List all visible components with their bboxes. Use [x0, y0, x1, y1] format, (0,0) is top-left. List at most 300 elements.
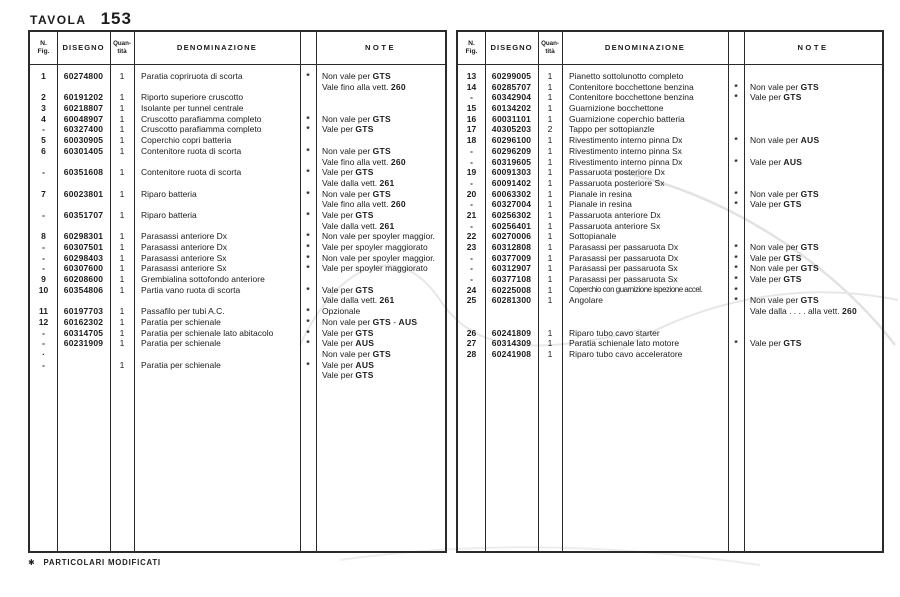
ast-cell — [300, 178, 316, 189]
ast-cell — [728, 231, 744, 242]
qty-cell: 1 — [547, 113, 553, 124]
qty-cell — [110, 349, 134, 360]
ast-cell: * — [306, 71, 310, 81]
note-cell: Non vale per GTS — [750, 81, 819, 92]
dis-cell: 60241908 — [491, 348, 532, 359]
note-cell: Vale per GTS — [750, 274, 802, 285]
fig-cell: 17 — [466, 124, 477, 135]
table-row — [30, 242, 445, 253]
ast-cell — [728, 221, 744, 232]
table-row — [30, 221, 445, 232]
ast-cell — [728, 306, 744, 317]
note-cell: Vale dalla vett. 261 — [322, 295, 395, 306]
table-header-row — [458, 32, 882, 65]
note-cell: Vale per GTS — [322, 209, 374, 220]
qty-cell: 1 — [119, 103, 125, 114]
qty-cell: 1 — [547, 177, 553, 188]
table-body-right — [458, 65, 882, 360]
ast-cell: * — [734, 188, 738, 199]
fig-cell: - — [42, 252, 45, 263]
fig-cell: - — [470, 156, 473, 167]
note-cell: Non vale per GTS — [750, 188, 819, 199]
den-cell: Guarnizione coperchio batteria — [569, 113, 685, 124]
den-cell: Paratia per schienale — [141, 316, 221, 327]
qty-cell: 1 — [119, 306, 125, 317]
qty-cell: 1 — [119, 327, 125, 338]
dis-cell: 60274800 — [63, 71, 104, 81]
tavola-number: 153 — [100, 9, 132, 28]
qty-cell: 1 — [119, 242, 125, 252]
qty-cell — [110, 370, 134, 381]
qty-cell: 1 — [119, 188, 125, 199]
qty-cell: 1 — [547, 274, 553, 285]
note-cell: Vale per GTS — [322, 370, 374, 381]
dis-cell: 60134202 — [491, 103, 532, 114]
table-row — [30, 157, 445, 168]
note-cell: Non vale per GTS — [322, 188, 391, 199]
ast-cell — [728, 317, 744, 328]
note-cell: Non vale per GTS - AUS — [322, 316, 418, 327]
qty-cell: 1 — [547, 71, 553, 81]
den-cell — [134, 349, 300, 360]
qty-cell: 1 — [119, 316, 125, 327]
qty-cell: 1 — [547, 145, 553, 156]
fig-cell: - — [470, 274, 473, 285]
den-cell — [134, 178, 300, 189]
fig-cell: - — [42, 263, 45, 274]
note-cell: Non vale per spoyler maggior. — [322, 252, 435, 263]
den-cell: Contenitore bocchettone benzina — [569, 92, 694, 103]
ast-cell — [300, 274, 316, 285]
tavola-label: TAVOLA — [30, 13, 87, 27]
ast-cell — [300, 157, 316, 168]
note-cell — [744, 146, 882, 157]
ast-cell — [300, 135, 316, 146]
fig-cell: 19 — [466, 167, 477, 178]
qty-cell — [110, 221, 134, 232]
qty-cell — [110, 157, 134, 168]
fig-cell: - — [470, 199, 473, 210]
table-row — [458, 178, 882, 189]
table-row — [458, 124, 882, 135]
table-row — [458, 328, 882, 339]
ast-cell — [728, 328, 744, 339]
den-cell: Paratia per schienale — [141, 338, 221, 349]
fig-cell: - — [470, 263, 473, 274]
header-note: NOTE — [797, 43, 829, 52]
dis-cell: 60218807 — [63, 103, 104, 114]
note-cell: Vale per GTS — [750, 92, 802, 103]
dis-cell: 60285707 — [491, 81, 532, 92]
den-cell — [134, 295, 300, 306]
ast-cell: * — [306, 359, 310, 370]
note-cell: Vale fino alla vett. 260 — [322, 156, 406, 167]
den-cell — [134, 157, 300, 168]
modified-parts-footnote — [28, 558, 161, 567]
ast-cell — [300, 199, 316, 210]
dis-cell: 60162302 — [63, 316, 104, 327]
note-cell — [744, 210, 882, 221]
note-cell — [744, 285, 882, 296]
qty-cell: 1 — [547, 242, 553, 252]
dis-cell: 60023801 — [63, 188, 104, 199]
dis-cell — [57, 370, 110, 381]
ast-cell: * — [734, 242, 738, 252]
fig-cell — [30, 157, 57, 168]
table-row — [30, 103, 445, 114]
header-disegno: DISEGNO — [490, 43, 533, 52]
table-row — [30, 295, 445, 306]
table-row — [458, 231, 882, 242]
den-cell: Sottopianale — [569, 231, 617, 242]
ast-cell: * — [734, 252, 738, 263]
den-cell: Pianetto sottolunotto completo — [569, 71, 684, 81]
den-cell: Parasassi per passaruota Dx — [569, 252, 679, 263]
ast-cell — [728, 103, 744, 114]
den-cell: Parasassi anteriore Dx — [141, 231, 227, 242]
header-note: NOTE — [364, 43, 397, 52]
qty-cell: 1 — [119, 167, 125, 178]
fig-cell: 26 — [466, 327, 477, 338]
header-denominazione: DENOMINAZIONE — [604, 43, 686, 52]
dis-cell: 60307600 — [63, 263, 104, 274]
ast-cell: * — [734, 338, 738, 349]
den-cell: Rivestimento interno pinna Dx — [569, 156, 683, 167]
den-cell: Rivestimento interno pinna Sx — [569, 145, 682, 156]
header-disegno: DISEGNO — [62, 43, 105, 52]
note-cell: Vale per GTS — [750, 199, 802, 210]
note-cell: Vale per AUS — [322, 359, 375, 370]
den-cell: Passaruota anteriore Dx — [569, 209, 661, 220]
dis-cell: 60091402 — [491, 177, 532, 188]
ast-cell: * — [306, 124, 310, 135]
dis-cell: 60225008 — [491, 284, 532, 295]
ast-cell — [728, 114, 744, 125]
dis-cell: 60351707 — [63, 209, 104, 220]
dis-cell: 60298403 — [63, 252, 104, 263]
dis-cell: 60296100 — [491, 135, 532, 146]
qty-cell — [110, 82, 134, 93]
dis-cell: 60377108 — [491, 274, 532, 285]
table-row — [30, 370, 445, 381]
den-cell: Contenitore bocchettone benzina — [569, 81, 694, 92]
table-row — [30, 199, 445, 210]
table-row — [458, 295, 882, 306]
table-row — [30, 360, 445, 371]
table-row — [30, 210, 445, 221]
den-cell: Guarnizione bocchettone — [569, 103, 664, 114]
dis-cell: 60307501 — [63, 242, 104, 252]
fig-cell: 5 — [41, 135, 46, 146]
header-fig: N. Fig. — [465, 40, 478, 55]
note-cell: Vale per GTS — [322, 124, 374, 135]
fig-cell: - — [42, 359, 45, 370]
note-cell — [316, 135, 445, 146]
note-cell: Non vale per GTS — [750, 295, 819, 306]
dis-cell: 60030905 — [63, 135, 104, 146]
qty-cell: 2 — [547, 124, 553, 135]
fig-cell: 28 — [466, 348, 477, 359]
fig-cell: - — [42, 124, 45, 135]
qty-cell: 1 — [119, 252, 125, 263]
dis-cell: 60091303 — [491, 167, 532, 178]
den-cell: Rivestimento interno pinna Dx — [569, 135, 683, 146]
dis-cell — [57, 349, 110, 360]
table-row — [458, 199, 882, 210]
table-row — [458, 306, 882, 317]
den-cell: Cruscotto parafiamma completo — [141, 113, 262, 124]
table-row — [458, 349, 882, 360]
note-cell: Vale per GTS — [750, 338, 802, 349]
ast-cell — [300, 295, 316, 306]
note-cell: Vale per AUS — [750, 156, 803, 167]
qty-cell: 1 — [119, 124, 125, 135]
table-row — [458, 82, 882, 93]
ast-cell: * — [306, 284, 310, 295]
parts-table-right — [456, 30, 884, 553]
den-cell: Tappo per sottopianzle — [569, 124, 655, 135]
table-row — [458, 210, 882, 221]
dis-cell — [57, 360, 110, 371]
den-cell: Angolare — [569, 295, 604, 306]
note-cell: Vale fino alla vett. 260 — [322, 199, 406, 210]
table-row — [30, 82, 445, 93]
qty-cell: 1 — [547, 284, 553, 295]
table-row — [458, 114, 882, 125]
note-cell — [744, 317, 882, 328]
qty-cell: 1 — [547, 199, 553, 210]
ast-cell: * — [306, 209, 310, 220]
fig-cell: - — [470, 177, 473, 188]
den-cell: Paratia per schienale lato abitacolo — [141, 327, 274, 338]
table-header-row — [30, 32, 445, 65]
qty-cell — [110, 199, 134, 210]
table-row — [30, 135, 445, 146]
fig-cell: 14 — [466, 81, 477, 92]
fig-cell: · — [42, 348, 45, 359]
note-cell — [744, 124, 882, 135]
note-cell: Vale per spoyler maggiorato — [322, 263, 428, 274]
fig-cell: - — [42, 242, 45, 252]
qty-cell: 1 — [547, 220, 553, 231]
table-row — [30, 189, 445, 200]
dis-cell: 60319605 — [491, 156, 532, 167]
table-row — [458, 189, 882, 200]
dis-cell: 60351608 — [63, 167, 104, 178]
fig-cell: 4 — [41, 113, 46, 124]
den-cell: Cruscotto parafiamma completo — [141, 124, 262, 135]
dis-cell: 60296209 — [491, 145, 532, 156]
note-cell: Non vale per GTS — [322, 348, 391, 359]
qty-cell: 1 — [547, 167, 553, 178]
table-row — [30, 253, 445, 264]
qty-cell: 1 — [119, 71, 125, 81]
den-cell: Grembialina sottofondo anteriore — [141, 274, 265, 285]
note-cell: Vale dalla vett. 261 — [322, 220, 395, 231]
ast-cell: * — [734, 156, 738, 167]
table-row — [30, 146, 445, 157]
ast-cell: * — [306, 188, 310, 199]
fig-cell — [30, 178, 57, 189]
dis-cell: 60191202 — [63, 92, 104, 103]
dis-cell: 60256401 — [491, 220, 532, 231]
table-row — [458, 338, 882, 349]
table-row — [458, 146, 882, 157]
den-cell: Riporto superiore cruscotto — [141, 92, 244, 103]
dis-cell — [57, 82, 110, 93]
den-cell: Isolante per tunnel centrale — [141, 103, 244, 114]
qty-cell: 1 — [547, 81, 553, 92]
note-cell: Vale per AUS — [322, 338, 375, 349]
qty-cell: 1 — [119, 359, 125, 370]
table-row — [458, 285, 882, 296]
note-cell: Non vale per GTS — [322, 113, 391, 124]
qty-cell: 1 — [119, 263, 125, 274]
table-row — [458, 221, 882, 232]
ast-cell — [300, 221, 316, 232]
dis-cell: 60298301 — [63, 231, 104, 242]
den-cell — [134, 221, 300, 232]
qty-cell — [110, 295, 134, 306]
ast-cell — [300, 92, 316, 103]
dis-cell: 60301405 — [63, 145, 104, 156]
den-cell: Coperchio copri batteria — [141, 135, 232, 146]
footnote-text: PARTICOLARI MODIFICATI — [43, 558, 161, 567]
dis-cell — [57, 157, 110, 168]
note-cell: Non vale per GTS — [750, 242, 819, 252]
ast-cell: * — [734, 284, 738, 295]
note-cell — [316, 274, 445, 285]
fig-cell: 13 — [466, 71, 477, 81]
dis-cell: 60048907 — [63, 113, 104, 124]
ast-cell: * — [306, 263, 310, 274]
den-cell: Paratia copriruota di scorta — [141, 71, 243, 81]
ast-cell: * — [306, 242, 310, 252]
qty-cell: 1 — [119, 274, 125, 285]
den-cell — [134, 82, 300, 93]
fig-cell — [30, 370, 57, 381]
fig-cell: 25 — [466, 295, 477, 306]
note-cell: Vale dalla . . . . alla vett. 260 — [750, 306, 858, 317]
fig-cell: 24 — [466, 284, 477, 295]
ast-cell — [300, 349, 316, 360]
qty-cell: 1 — [547, 103, 553, 114]
qty-cell: 1 — [119, 92, 125, 103]
fig-cell: 27 — [466, 338, 477, 349]
ast-cell: * — [306, 252, 310, 263]
table-row — [458, 103, 882, 114]
dis-cell: 60197703 — [63, 306, 104, 317]
dis-cell — [57, 221, 110, 232]
note-cell: Non vale per GTS — [322, 145, 391, 156]
qty-cell: 1 — [547, 338, 553, 349]
ast-cell: * — [306, 231, 310, 242]
qty-cell: 1 — [119, 338, 125, 349]
note-cell: Vale per spoyler maggiorato — [322, 242, 428, 252]
dis-cell: 60314309 — [491, 338, 532, 349]
ast-cell — [728, 178, 744, 189]
dis-cell: 60270006 — [491, 231, 532, 242]
table-row — [30, 338, 445, 349]
note-cell: Vale per GTS — [322, 284, 374, 295]
note-cell: Non vale per spoyler maggior. — [322, 231, 435, 242]
den-cell: Partia vano ruota di scorta — [141, 284, 241, 295]
ast-cell — [728, 146, 744, 157]
dis-cell: 60377009 — [491, 252, 532, 263]
dis-cell: 60342904 — [491, 92, 532, 103]
table-row — [458, 274, 882, 285]
table-row — [458, 92, 882, 103]
header-denominazione: DENOMINAZIONE — [176, 43, 258, 52]
den-cell: Riparo tubo cavo acceleratore — [569, 348, 683, 359]
table-row — [458, 263, 882, 274]
table-row — [458, 253, 882, 264]
note-cell: Vale per GTS — [322, 327, 374, 338]
table-row — [30, 349, 445, 360]
dis-cell: 60299005 — [491, 71, 532, 81]
den-cell: Parasassi per passaruota Dx — [569, 242, 679, 252]
note-cell — [744, 231, 882, 242]
den-cell — [562, 317, 728, 328]
note-cell — [744, 167, 882, 178]
ast-cell: * — [306, 316, 310, 327]
qty-cell: 1 — [547, 188, 553, 199]
den-cell — [562, 306, 728, 317]
ast-cell: * — [306, 327, 310, 338]
ast-cell: * — [306, 145, 310, 156]
ast-cell: * — [734, 274, 738, 285]
qty-cell — [110, 178, 134, 189]
note-cell: Non vale per GTS — [322, 71, 391, 81]
ast-cell — [300, 103, 316, 114]
den-cell: Passaruota anteriore Sx — [569, 220, 661, 231]
fig-cell: 15 — [466, 103, 477, 114]
ast-cell: * — [734, 92, 738, 103]
table-row — [30, 306, 445, 317]
ast-cell: * — [306, 306, 310, 317]
den-cell: Parasassi anteriore Sx — [141, 252, 227, 263]
table-row — [458, 242, 882, 253]
note-cell — [316, 103, 445, 114]
qty-cell: 1 — [119, 145, 125, 156]
table-row — [30, 178, 445, 189]
table-row — [30, 167, 445, 178]
note-cell — [744, 328, 882, 339]
ast-cell: * — [734, 295, 738, 306]
table-row — [458, 167, 882, 178]
den-cell: Paratia per schienale — [141, 359, 221, 370]
qty-cell: 1 — [119, 284, 125, 295]
note-cell: Non vale per GTS — [750, 263, 819, 274]
ast-cell: * — [306, 113, 310, 124]
fig-cell: 16 — [466, 113, 477, 124]
qty-cell — [538, 317, 562, 328]
table-row — [30, 285, 445, 296]
den-cell: Contenitore ruota di scorta — [141, 145, 242, 156]
table-row — [30, 328, 445, 339]
table-row — [30, 274, 445, 285]
den-cell: Passafilo per tubi A.C. — [141, 306, 225, 317]
dis-cell: 40305203 — [491, 124, 532, 135]
fig-cell: - — [42, 327, 45, 338]
asterisk-icon: ✱ — [28, 558, 36, 567]
qty-cell: 1 — [119, 209, 125, 220]
dis-cell: 60281300 — [491, 295, 532, 306]
fig-cell — [458, 317, 485, 328]
dis-cell: 60256302 — [491, 209, 532, 220]
dis-cell: 60327400 — [63, 124, 104, 135]
fig-cell: 2 — [41, 92, 46, 103]
